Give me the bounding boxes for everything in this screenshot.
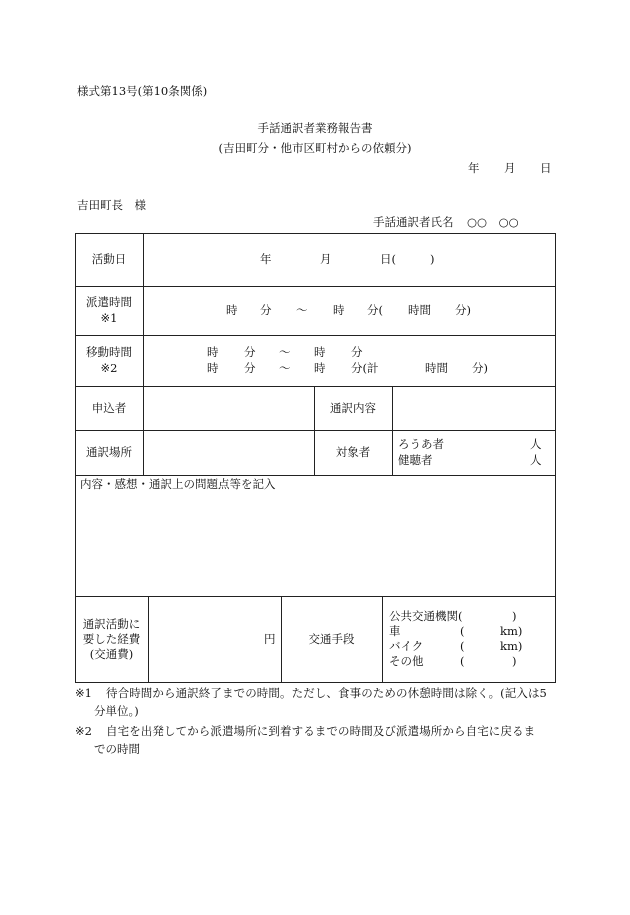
note2-mark: ※2 xyxy=(75,724,92,738)
content-label: 通訳内容 xyxy=(330,401,376,415)
travel1-min-start: 分 xyxy=(244,345,256,359)
activity-month: 月 xyxy=(320,252,332,266)
document-title: 手話通訳者業務報告書 xyxy=(257,121,373,135)
note2-line1: 自宅を出発してから派遣場所に到着するまでの時間及び派遣場所から自宅に戻るま xyxy=(106,724,536,738)
bike-label: バイク xyxy=(389,639,424,653)
transport-label: 交通手段 xyxy=(308,632,355,646)
date-day: 日 xyxy=(540,161,552,175)
other-paren: ( xyxy=(460,654,465,668)
travel1-tilde: ～ xyxy=(279,345,291,359)
public-transport-label: 公共交通機関( xyxy=(389,609,463,623)
public-transport-close: ) xyxy=(512,609,517,623)
travel1-min-end: 分 xyxy=(351,345,363,359)
activity-year: 年 xyxy=(260,252,272,266)
travel2-hour-start: 時 xyxy=(207,361,219,375)
date-month: 月 xyxy=(504,161,516,175)
note2-line2: での時間 xyxy=(94,742,140,756)
note1-mark: ※1 xyxy=(75,686,92,700)
car-paren: ( xyxy=(460,624,465,638)
travel2-tilde: ～ xyxy=(279,361,291,375)
dispatch-min-start: 分 xyxy=(260,303,272,317)
expenses-label-3: (交通費) xyxy=(89,647,134,661)
dispatch-tilde: ～ xyxy=(296,303,308,317)
car-label: 車 xyxy=(389,624,401,638)
expenses-label-1: 通訳活動に xyxy=(82,617,141,631)
travel2-min-end: 分(計 xyxy=(351,361,379,375)
activity-date-label: 活動日 xyxy=(91,252,127,266)
activity-day: 日( xyxy=(380,252,396,266)
interpreter-name: ○○ ○○ xyxy=(467,215,519,229)
dispatch-hour-end: 時 xyxy=(333,303,345,317)
dispatch-min-end: 分( xyxy=(367,303,383,317)
travel2-hours: 時間 xyxy=(425,361,448,375)
addressee: 吉田町長 様 xyxy=(77,198,146,212)
date-year: 年 xyxy=(468,161,480,175)
dispatch-time-note-ref: ※1 xyxy=(100,311,118,325)
note1-line1: 待合時間から通訳終了までの時間。ただし、食事のための休憩時間は除く。(記入は5 xyxy=(106,686,547,700)
bike-paren: ( xyxy=(460,639,465,653)
interpreter-label: 手話通訳者氏名 xyxy=(373,215,454,229)
travel1-hour-end: 時 xyxy=(314,345,326,359)
travel2-mins: 分) xyxy=(472,361,488,375)
activity-day-close: ) xyxy=(430,252,435,266)
note1-line2: 分単位。) xyxy=(94,704,139,718)
location-label: 通訳場所 xyxy=(86,445,132,459)
travel2-min-start: 分 xyxy=(244,361,256,375)
dispatch-mins: 分) xyxy=(455,303,471,317)
dispatch-hour-start: 時 xyxy=(226,303,238,317)
target-label: 対象者 xyxy=(335,445,371,459)
form-number: 様式第13号(第10条関係) xyxy=(77,84,208,98)
dispatch-time-label: 派遣時間 xyxy=(86,295,132,309)
car-unit: km) xyxy=(500,624,523,638)
yen-unit: 円 xyxy=(264,632,276,646)
expenses-label-2: 要した経費 xyxy=(82,632,141,646)
remarks-label: 内容・感想・通訳上の問題点等を記入 xyxy=(80,477,276,491)
deaf-label: ろうあ者 xyxy=(398,437,444,451)
travel-time-label: 移動時間 xyxy=(86,345,132,359)
travel2-hour-end: 時 xyxy=(314,361,326,375)
hearing-unit: 人 xyxy=(530,453,542,467)
document-subtitle: (吉田町分・他市区町村からの依頼分) xyxy=(218,141,412,155)
applicant-label: 申込者 xyxy=(91,401,127,415)
other-close: ) xyxy=(512,654,517,668)
dispatch-hours: 時間 xyxy=(408,303,431,317)
travel1-hour-start: 時 xyxy=(207,345,219,359)
travel-time-note-ref: ※2 xyxy=(100,361,118,375)
other-label: その他 xyxy=(389,654,424,668)
deaf-unit: 人 xyxy=(530,437,542,451)
bike-unit: km) xyxy=(500,639,523,653)
hearing-label: 健聴者 xyxy=(398,453,433,467)
